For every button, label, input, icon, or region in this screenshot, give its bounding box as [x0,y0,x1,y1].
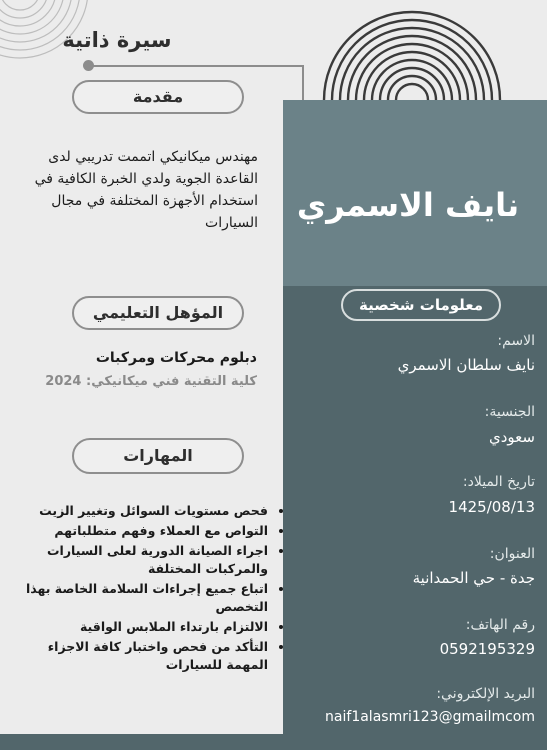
nationality-value: سعودي [489,428,535,446]
connector-line-vertical [302,65,304,101]
name-value: نايف سلطان الاسمري [397,356,535,374]
skills-heading: المهارات [72,438,244,474]
address-label: العنوان: [489,546,535,562]
connector-line [88,65,304,67]
education-heading: المؤهل التعليمي [72,296,244,330]
skill-item: • التواص مع العملاء وفهم متطلباتهم [6,522,268,540]
skill-item: • اجراء الصيانة الدورية لعلى السيارات والمركبات المختلفة [6,542,268,578]
email-label: البريد الإلكتروني: [436,686,535,702]
email-value: naif1alasmri123@gmailmcom [325,709,535,725]
phone-label: رقم الهاتف: [465,617,535,633]
phone-value: 0592195329 [439,640,535,658]
education-school: كلية التقنية فني ميكانيكي: 2024 [45,374,257,389]
decorative-arcs-top-right [300,0,547,100]
cv-title: سيرة ذاتية [62,28,172,52]
skill-item: • فحص مستويات السوائل وتغيير الزيت [6,502,268,520]
skill-item: • التأكد من فحص واختبار كافة الاجزاء المهمة للسيارات [6,638,268,674]
name-label: الاسم: [497,333,535,349]
person-name: نايف الاسمري [296,186,520,224]
nationality-label: الجنسية: [484,404,535,420]
birth-date-label: تاريخ الميلاد: [462,474,535,490]
personal-info-heading: معلومات شخصية [341,289,501,321]
bottom-bar [0,734,300,750]
birth-date-value: 1425/08/13 [448,498,535,516]
connector-dot [83,60,94,71]
intro-heading: مقدمة [72,80,244,114]
skill-item: • الالتزام بارتداء الملابس الواقية [6,618,268,636]
address-value: جدة - حي الحمدانية [412,569,535,587]
skills-list [6,502,282,676]
intro-text: مهندس ميكانيكي اتممت تدريبي لدى القاعدة الجوية ولدي الخبرة الكافية في استخدام الأجهزة المختلفة في مجال السيارات [34,149,258,231]
skill-item: • اتباع جميع إجراءات السلامة الخاصة بهذا التخصص [6,580,268,616]
education-degree: دبلوم محركات ومركبات [95,350,257,366]
